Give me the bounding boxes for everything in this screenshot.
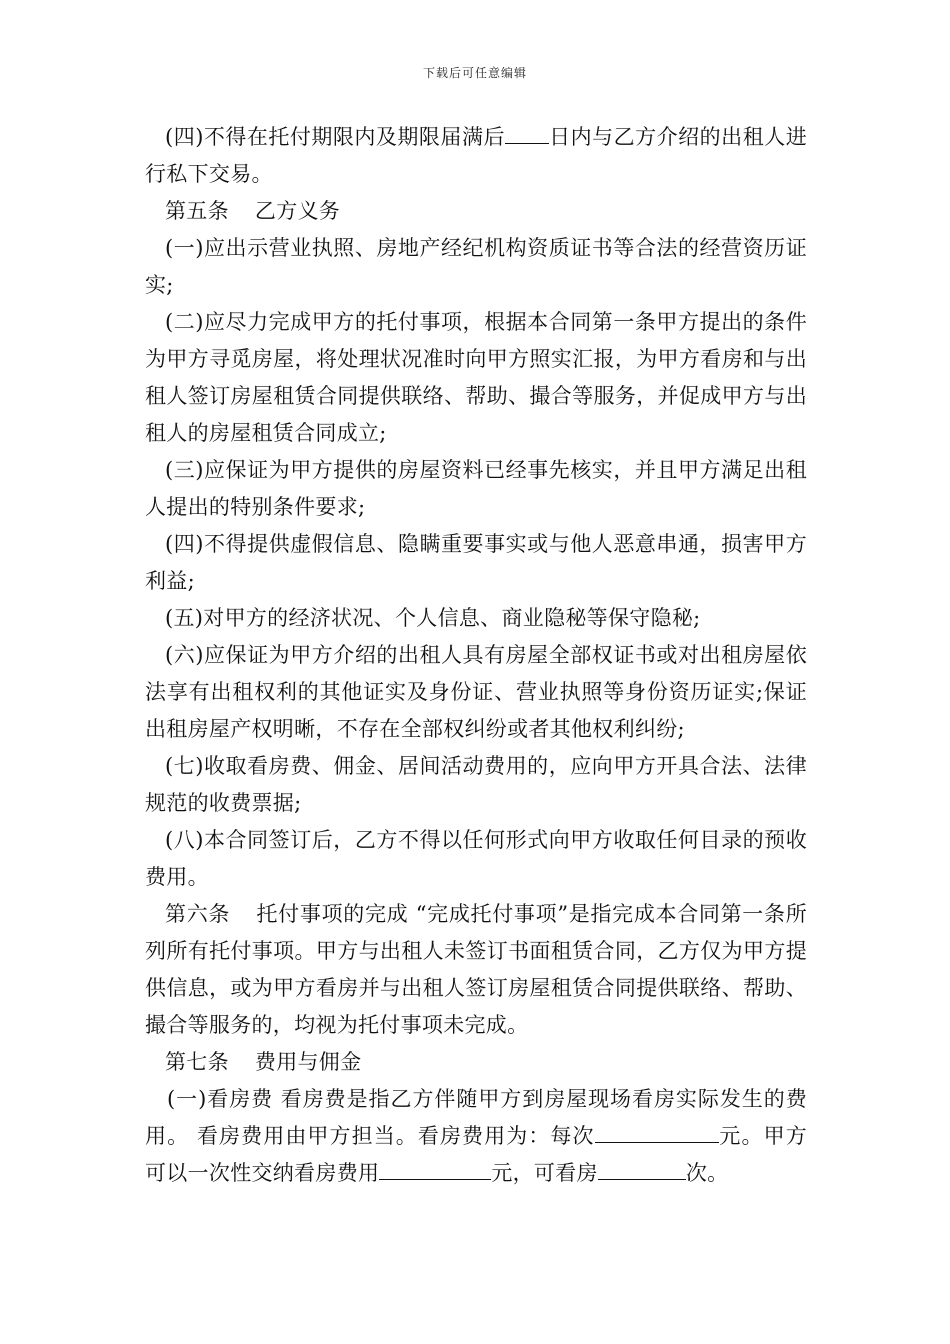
clause-5-1: (一)应出示营业执照、房地产经纪机构资质证书等合法的经营资历证实; [145, 236, 807, 297]
clause-text: (一)看房费 看房费是指乙方伴随甲方到房屋现场看房实际发生的费用。 看房费用由甲方担当。看房费用为：每次 [145, 1087, 807, 1148]
clause-text: 次。 [685, 1161, 729, 1185]
clause-5-7: (七)收取看房费、佣金、居间活动费用的，应向甲方开具合法、法律规范的收费票据; [145, 754, 807, 815]
page-header-note: 下载后可任意编辑 [422, 66, 527, 80]
clause-5-3: (三)应保证为甲方提供的房屋资料已经事先核实，并且甲方满足出租人提出的特别条件要求; [145, 458, 807, 519]
article-number: 第五条 [165, 199, 229, 223]
clause-5-8: (八)本合同签订后，乙方不得以任何形式向甲方收取任何目录的预收费用。 [145, 828, 807, 889]
clause-5-6: (六)应保证为甲方介绍的出租人具有房屋全部权证书或对出租房屋依法享有出租权利的其他证实及身份证、营业执照等身份资历证实;保证出租房屋产权明晰，不存在全部权纠纷或者其他权利纠纷; [145, 643, 807, 741]
clause-text: (四)不得在托付期限内及期限届满后 [165, 125, 505, 149]
article-5-heading [145, 193, 807, 230]
clause-text: 日内与乙方介绍的出租人进行私下交易。 [145, 125, 807, 186]
blank-fee-per-visit [595, 1120, 719, 1143]
clause-4-no-private-deal [145, 119, 807, 193]
blank-visit-count [598, 1157, 686, 1180]
article-number: 第七条 [165, 1050, 229, 1074]
clause-5-5: (五)对甲方的经济状况、个人信息、商业隐秘等保守隐秘; [165, 606, 701, 630]
clause-text: 元。甲方可以一次性交纳看房费用 [145, 1124, 807, 1185]
contract-body [145, 119, 807, 1192]
clause-text: 元，可看房 [491, 1161, 598, 1185]
article-title: 费用与佣金 [254, 1050, 362, 1074]
clause-7-1-viewing-fee [145, 1081, 807, 1192]
blank-lump-sum [379, 1157, 491, 1180]
article-text: 托付事项的完成 “完成托付事项”是指完成本合同第一条所列所有托付事项。甲方与出租人未签订书面租赁合同，乙方仅为甲方提供信息，或为甲方看房并与出租人签订房屋租赁合同提供联络、帮助、撮合等服务的，均视为托付事项未完成。 [145, 902, 807, 1037]
blank-days [505, 121, 549, 144]
article-number: 第六条 [165, 902, 231, 926]
article-6 [145, 896, 807, 1044]
article-title: 乙方义务 [254, 199, 341, 223]
clause-5-2: (二)应尽力完成甲方的托付事项，根据本合同第一条甲方提出的条件为甲方寻觅房屋，将处理状况准时向甲方照实汇报，为甲方看房和与出租人签订房屋租赁合同提供联络、帮助、撮合等服务，并促成甲方与出租人的房屋租赁合同成立; [145, 310, 807, 445]
article-7-heading [145, 1044, 807, 1081]
clause-5-4: (四)不得提供虚假信息、隐瞒重要事实或与他人恶意串通，损害甲方利益; [145, 532, 807, 593]
